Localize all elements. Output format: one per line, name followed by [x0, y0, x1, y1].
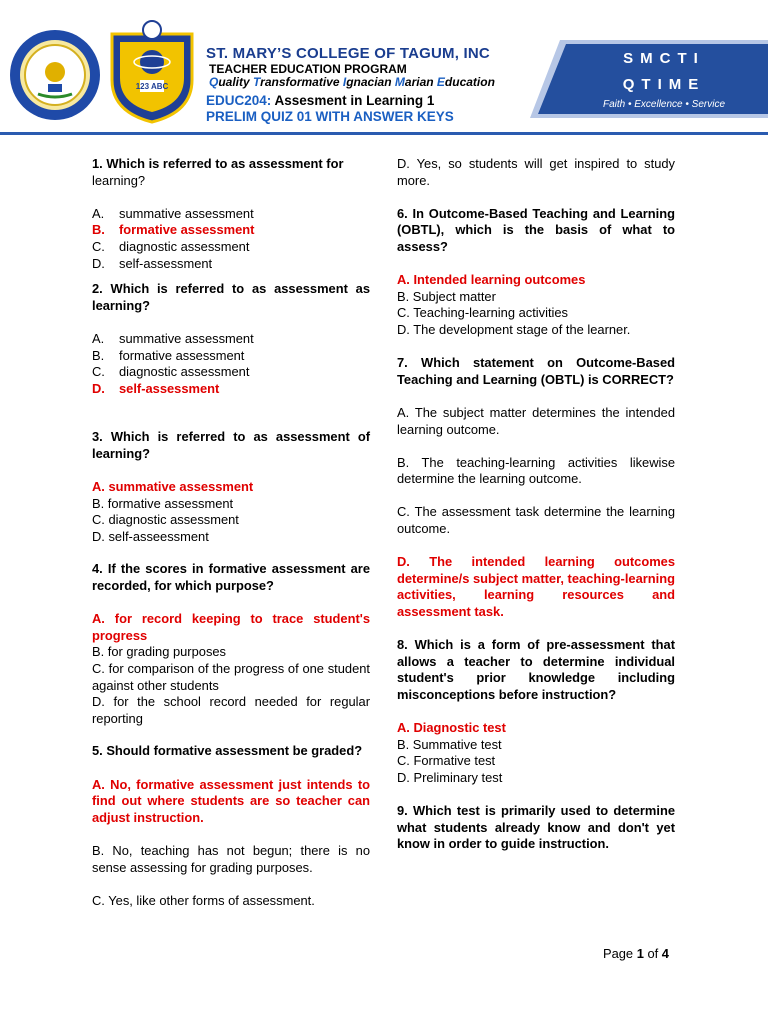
- question-3-option-d: D. self-asseessment: [92, 528, 209, 544]
- question-6-option-b: B. Subject matter: [397, 288, 496, 304]
- question-8-option-a: A. Diagnostic test: [397, 720, 506, 736]
- motto-initial: M: [394, 75, 405, 89]
- school-name: ST. MARY’S COLLEGE OF TAGUM, INC: [206, 45, 490, 62]
- question-8-option-b: B. Summative test: [397, 736, 502, 752]
- logo-badge-text: 123 ABC: [135, 82, 169, 91]
- question-4-option-d: D. for the school record needed for regular reporting: [92, 694, 370, 726]
- question-3-option-b: B. formative assessment: [92, 495, 234, 511]
- question-7-option-b: B. The teaching-learning activities likewise determine the learning outcome.: [397, 454, 675, 487]
- question-6-option-a: A. Intended learning outcomes: [397, 272, 586, 288]
- question-2-option-d: D. self-assessment: [92, 380, 220, 396]
- question-1: 1. Which is referred to as assessment for: [92, 156, 344, 171]
- school-seal-logo: [8, 28, 102, 122]
- question-8-option-c: C. Formative test: [397, 753, 496, 769]
- question-1-option-c: C. diagnostic assessment: [92, 238, 250, 254]
- banner-line1: SMCTI: [623, 50, 705, 67]
- question-7: 7. Which statement on Outcome-Based Teaching and Learning (OBTL) is CORRECT?: [397, 355, 675, 387]
- question-1-option-d: D. self-assessment: [92, 255, 213, 271]
- motto-word: ducation: [444, 75, 495, 89]
- question-3-option-c: C. diagnostic assessment: [92, 512, 239, 528]
- question-8-option-d: D. Preliminary test: [397, 769, 503, 785]
- question-1-option-a: A. summative assessment: [92, 205, 254, 221]
- motto-word: uality: [218, 75, 254, 89]
- banner-line2: QTIME: [622, 76, 706, 93]
- question-2-option-c: C. diagnostic assessment: [92, 364, 250, 380]
- question-5-option-b: B. No, teaching has not begun; there is no sense assessing for grading purposes.: [92, 842, 370, 875]
- course-title: EDUC204: Assesment in Learning 1: [206, 93, 435, 108]
- motto-word: ransformative: [260, 75, 343, 89]
- question-4-option-a: A. for record keeping to trace student's progress: [92, 611, 370, 643]
- page-number: Page 1 of 4: [603, 946, 669, 961]
- question-1-option-b: B. formative assessment: [92, 222, 255, 238]
- question-5: 5. Should formative assessment be graded?: [92, 743, 363, 759]
- question-9: 9. Which test is primarily used to determine what students already know and don't yet know in order to guide instruction.: [397, 803, 675, 852]
- left-column: [92, 156, 370, 909]
- program-name: TEACHER EDUCATION PROGRAM: [209, 62, 407, 76]
- question-6-option-d: D. The development stage of the learner.: [397, 321, 631, 337]
- question-5-option-a: A. No, formative assessment just intends to find out where students are so teacher can adjust instruction.: [92, 776, 370, 825]
- question-2: 2. Which is referred to as assessment as learning?: [92, 281, 370, 313]
- school-motto: [209, 75, 495, 89]
- banner-slogan: Faith • Excellence • Service: [602, 99, 726, 110]
- question-4-option-b: B. for grading purposes: [92, 644, 226, 660]
- question-8: 8. Which is a form of pre-assessment that allows a teacher to determine individual student's prior knowledge including misconceptions before instruction?: [397, 637, 675, 702]
- motto-initial: Q: [209, 75, 219, 89]
- question-2-options: [92, 331, 370, 397]
- question-1-cont: learning?: [92, 172, 146, 188]
- question-3: 3. Which is referred to as assessment of learning?: [92, 429, 370, 461]
- question-4-option-c: C. for comparison of the progress of one student against other students: [92, 661, 370, 693]
- question-3-option-a: A. summative assessment: [92, 479, 254, 495]
- question-6-option-c: C. Teaching-learning activities: [397, 305, 569, 321]
- motto-initial: E: [436, 75, 445, 89]
- motto-word: gnacian: [346, 75, 395, 89]
- quiz-title: PRELIM QUIZ 01 WITH ANSWER KEYS: [206, 109, 454, 124]
- question-2-option-b: B. formative assessment: [92, 347, 245, 363]
- question-5-option-d: D. Yes, so students will get inspired to study more.: [397, 156, 675, 188]
- page-header: [0, 0, 768, 142]
- question-7-option-d: D. The intended learning outcomes determine/s subject matter, teaching-learning activities, learning resources and assessment task.: [397, 554, 675, 620]
- teacher-education-logo: [104, 20, 200, 124]
- question-1-options: [92, 206, 370, 272]
- question-6: 6. In Outcome-Based Teaching and Learning (OBTL), which is the basis of what to assess?: [397, 205, 675, 254]
- question-2-option-a: A. summative assessment: [92, 330, 254, 346]
- right-column: [397, 156, 675, 853]
- question-7-option-a: A. The subject matter determines the intended learning outcome.: [397, 404, 675, 437]
- question-7-option-c: C. The assessment task determine the learning outcome.: [397, 504, 675, 537]
- motto-word: arian: [404, 75, 437, 89]
- question-5-option-c: C. Yes, like other forms of assessment.: [92, 892, 315, 908]
- header-divider: [0, 132, 768, 135]
- motto-initial: T: [253, 75, 261, 89]
- motto-initial: I: [342, 75, 347, 89]
- question-4: 4. If the scores in formative assessment are recorded, for which purpose?: [92, 561, 370, 594]
